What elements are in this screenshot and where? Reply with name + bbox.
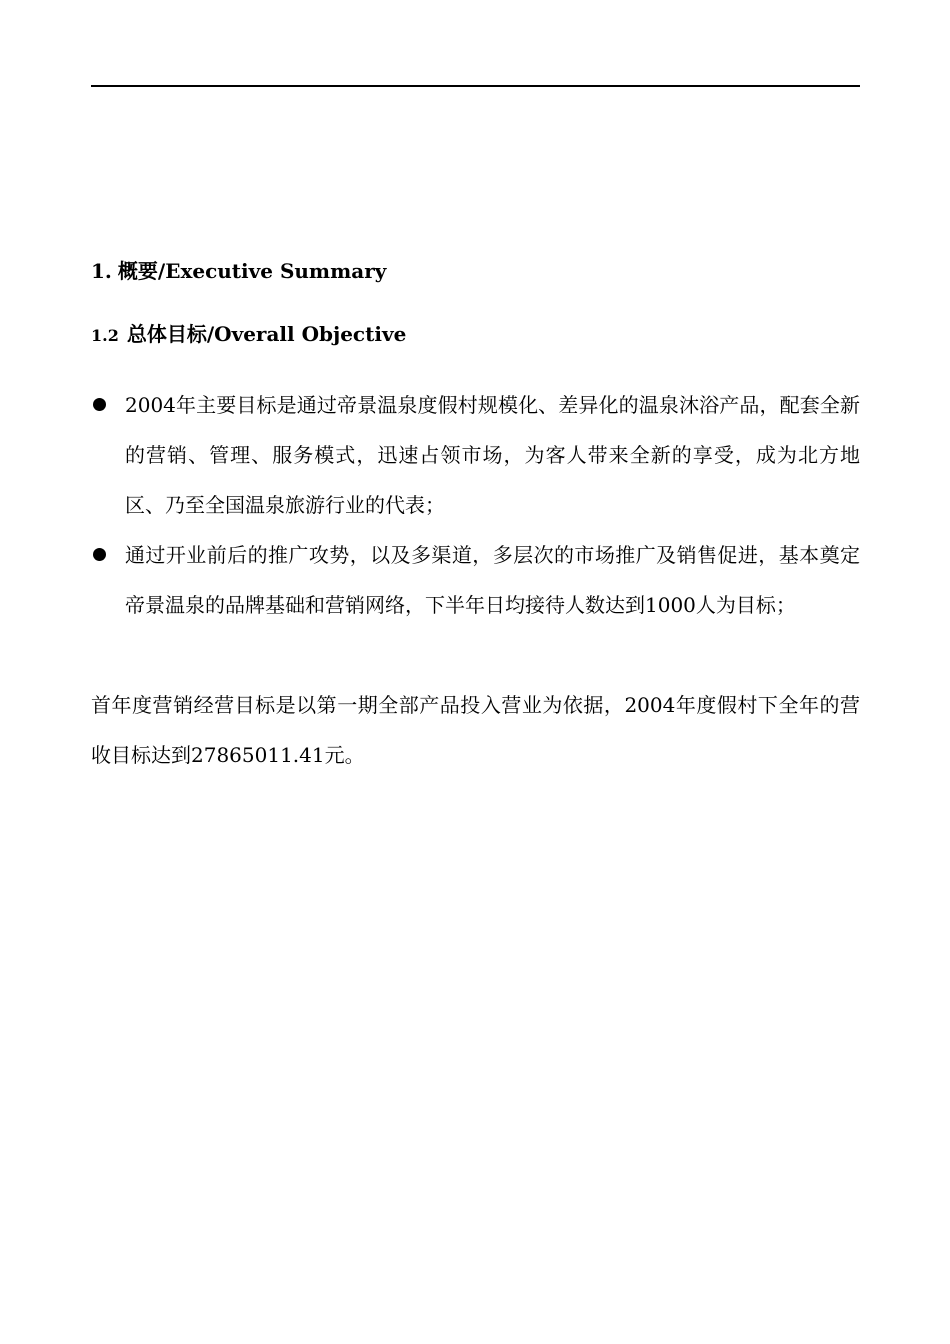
bullet-text: 2004年主要目标是通过帝景温泉度假村规模化、差异化的温泉沐浴产品，配套全新的营销、管理、服务模式，迅速占领市场，为客人带来全新的享受，成为北方地区、乃至全国温泉旅游行业的代表； <box>125 393 860 517</box>
list-item <box>91 380 860 530</box>
section-heading <box>91 255 386 284</box>
subsection-number: 1.2 <box>91 326 119 345</box>
bullet-text: 通过开业前后的推广攻势，以及多渠道，多层次的市场推广及销售促进，基本奠定帝景温泉的品牌基础和营销网络，下半年日均接待人数达到1000人为目标； <box>125 543 860 617</box>
list-item <box>91 530 860 630</box>
subsection-heading <box>91 318 406 347</box>
bullet-dot-icon <box>93 548 106 561</box>
objective-bullet-list <box>91 380 860 630</box>
section-title: 概要/Executive Summary <box>117 259 387 283</box>
bullet-dot-icon <box>93 398 106 411</box>
revenue-target-paragraph: 首年度营销经营目标是以第一期全部产品投入营业为依据，2004年度假村下全年的营收目标达到27865011.41元。 <box>91 693 860 767</box>
section-number: 1. <box>91 259 112 283</box>
subsection-title: 总体目标/Overall Objective <box>126 322 407 346</box>
header-rule <box>91 85 860 87</box>
